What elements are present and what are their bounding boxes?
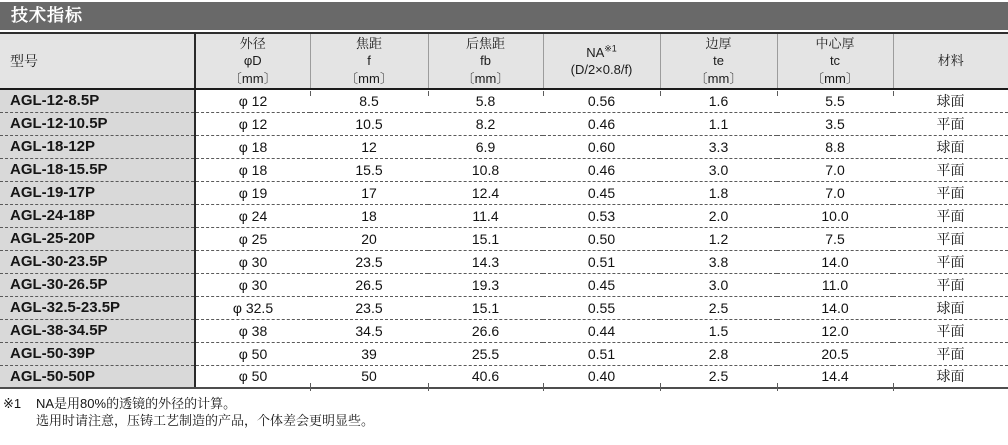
value-cell: 23.5 xyxy=(310,296,428,319)
value-cell: 12.0 xyxy=(777,319,893,342)
table-row xyxy=(0,250,1008,273)
table-row xyxy=(0,227,1008,250)
column-tick xyxy=(660,383,661,391)
value-cell: 15.5 xyxy=(310,158,428,181)
value-cell: φ 32.5 xyxy=(195,296,310,319)
table-row xyxy=(0,135,1008,158)
value-cell: 平面 xyxy=(893,204,1008,227)
value-cell: 34.5 xyxy=(310,319,428,342)
header-line: 外径 xyxy=(196,35,310,52)
model-cell: AGL-30-23.5P xyxy=(0,250,195,273)
value-cell: 25.5 xyxy=(428,342,543,365)
table-row xyxy=(0,365,1008,388)
header-focal-length xyxy=(310,33,428,89)
value-cell: 平面 xyxy=(893,181,1008,204)
footnote-lines xyxy=(36,396,374,430)
value-cell: 平面 xyxy=(893,250,1008,273)
value-cell: 6.9 xyxy=(428,135,543,158)
header-line: 〔mm〕 xyxy=(661,70,777,87)
table-body xyxy=(0,89,1008,388)
value-cell: 0.55 xyxy=(543,296,660,319)
value-cell: 26.5 xyxy=(310,273,428,296)
header-line: φD xyxy=(196,52,310,69)
footnote-line: 选用时请注意，压铸工艺制造的产品，个体差会更明显些。 xyxy=(36,413,374,430)
value-cell: 10.0 xyxy=(777,204,893,227)
value-cell: 23.5 xyxy=(310,250,428,273)
value-cell: 10.8 xyxy=(428,158,543,181)
column-tick xyxy=(428,383,429,391)
header-line: 焦距 xyxy=(311,35,428,52)
value-cell: 0.56 xyxy=(543,89,660,112)
column-tick xyxy=(543,91,544,96)
section-title-bar xyxy=(0,2,1008,30)
table-row xyxy=(0,342,1008,365)
value-cell: 平面 xyxy=(893,342,1008,365)
header-line: 〔mm〕 xyxy=(196,70,310,87)
header-line: 材料 xyxy=(894,52,1008,69)
spec-table-wrap xyxy=(0,32,1008,389)
table-row xyxy=(0,89,1008,112)
value-cell: 0.51 xyxy=(543,342,660,365)
value-cell: 0.44 xyxy=(543,319,660,342)
value-cell: 15.1 xyxy=(428,296,543,319)
value-cell: 14.0 xyxy=(777,250,893,273)
value-cell: 0.45 xyxy=(543,273,660,296)
column-tick xyxy=(777,383,778,391)
header-edge-thickness xyxy=(660,33,777,89)
model-cell: AGL-19-17P xyxy=(0,181,195,204)
header-center-thickness xyxy=(777,33,893,89)
value-cell: 平面 xyxy=(893,273,1008,296)
column-tick xyxy=(310,383,311,391)
value-cell: 0.46 xyxy=(543,158,660,181)
value-cell: 20.5 xyxy=(777,342,893,365)
value-cell: 球面 xyxy=(893,89,1008,112)
value-cell: φ 12 xyxy=(195,89,310,112)
model-cell: AGL-12-10.5P xyxy=(0,112,195,135)
value-cell: 8.2 xyxy=(428,112,543,135)
value-cell: 8.5 xyxy=(310,89,428,112)
value-cell: φ 18 xyxy=(195,135,310,158)
value-cell: 平面 xyxy=(893,112,1008,135)
header-line: f xyxy=(311,52,428,69)
value-cell: 0.40 xyxy=(543,365,660,388)
value-cell: 1.1 xyxy=(660,112,777,135)
value-cell: 平面 xyxy=(893,319,1008,342)
column-tick xyxy=(660,91,661,96)
table-row xyxy=(0,296,1008,319)
value-cell: 39 xyxy=(310,342,428,365)
value-cell: 17 xyxy=(310,181,428,204)
value-cell: 3.3 xyxy=(660,135,777,158)
value-cell: 0.50 xyxy=(543,227,660,250)
header-line: tc xyxy=(778,52,893,69)
model-cell: AGL-18-12P xyxy=(0,135,195,158)
value-cell: φ 12 xyxy=(195,112,310,135)
value-cell: 5.8 xyxy=(428,89,543,112)
value-cell: 平面 xyxy=(893,227,1008,250)
model-cell: AGL-50-50P xyxy=(0,365,195,388)
column-tick xyxy=(777,91,778,96)
model-cell: AGL-18-15.5P xyxy=(0,158,195,181)
table-row xyxy=(0,158,1008,181)
value-cell: 0.51 xyxy=(543,250,660,273)
value-cell: 3.0 xyxy=(660,273,777,296)
column-tick xyxy=(893,91,894,96)
model-cell: AGL-50-39P xyxy=(0,342,195,365)
value-cell: 球面 xyxy=(893,135,1008,158)
footnote-line: NA是用80%的透镜的外径的计算。 xyxy=(36,396,374,413)
value-cell: 1.2 xyxy=(660,227,777,250)
value-cell: 19.3 xyxy=(428,273,543,296)
column-tick xyxy=(893,383,894,391)
header-line: NA$^{※1}$ xyxy=(544,44,660,61)
value-cell: 14.3 xyxy=(428,250,543,273)
value-cell: 0.46 xyxy=(543,112,660,135)
value-cell: 5.5 xyxy=(777,89,893,112)
value-cell: φ 24 xyxy=(195,204,310,227)
table-row xyxy=(0,319,1008,342)
model-cell: AGL-30-26.5P xyxy=(0,273,195,296)
value-cell: 1.5 xyxy=(660,319,777,342)
model-cell: AGL-24-18P xyxy=(0,204,195,227)
value-cell: 14.0 xyxy=(777,296,893,319)
header-line: 〔mm〕 xyxy=(311,70,428,87)
footnote xyxy=(0,396,1008,430)
value-cell: 11.0 xyxy=(777,273,893,296)
value-cell: 2.5 xyxy=(660,365,777,388)
column-tick xyxy=(310,91,311,96)
value-cell: φ 30 xyxy=(195,250,310,273)
table-row xyxy=(0,112,1008,135)
model-cell: AGL-25-20P xyxy=(0,227,195,250)
value-cell: 3.0 xyxy=(660,158,777,181)
header-row xyxy=(0,33,1008,89)
value-cell: 0.53 xyxy=(543,204,660,227)
value-cell: 7.0 xyxy=(777,181,893,204)
model-cell: AGL-12-8.5P xyxy=(0,89,195,112)
header-na xyxy=(543,33,660,89)
header-line: (D/2×0.8/f) xyxy=(544,61,660,78)
value-cell: 0.45 xyxy=(543,181,660,204)
value-cell: φ 50 xyxy=(195,342,310,365)
value-cell: φ 18 xyxy=(195,158,310,181)
value-cell: 球面 xyxy=(893,296,1008,319)
value-cell: 3.5 xyxy=(777,112,893,135)
table-row xyxy=(0,273,1008,296)
value-cell: 8.8 xyxy=(777,135,893,158)
header-line: te xyxy=(661,52,777,69)
footnote-marker: ※1 xyxy=(0,396,36,430)
value-cell: 12 xyxy=(310,135,428,158)
header-line: 〔mm〕 xyxy=(778,70,893,87)
column-tick xyxy=(428,91,429,96)
value-cell: 平面 xyxy=(893,158,1008,181)
header-line: 〔mm〕 xyxy=(429,70,543,87)
header-line: 后焦距 xyxy=(429,35,543,52)
value-cell: 14.4 xyxy=(777,365,893,388)
column-tick xyxy=(543,383,544,391)
value-cell: 26.6 xyxy=(428,319,543,342)
value-cell: φ 25 xyxy=(195,227,310,250)
value-cell: 球面 xyxy=(893,365,1008,388)
value-cell: 12.4 xyxy=(428,181,543,204)
value-cell: 11.4 xyxy=(428,204,543,227)
value-cell: 40.6 xyxy=(428,365,543,388)
value-cell: φ 50 xyxy=(195,365,310,388)
header-line: 边厚 xyxy=(661,35,777,52)
value-cell: 15.1 xyxy=(428,227,543,250)
value-cell: 1.6 xyxy=(660,89,777,112)
value-cell: 7.5 xyxy=(777,227,893,250)
table-row xyxy=(0,181,1008,204)
model-cell: AGL-32.5-23.5P xyxy=(0,296,195,319)
value-cell: 2.0 xyxy=(660,204,777,227)
value-cell: 18 xyxy=(310,204,428,227)
header-model: 型号 xyxy=(0,33,195,89)
value-cell: 10.5 xyxy=(310,112,428,135)
table-row xyxy=(0,204,1008,227)
value-cell: 20 xyxy=(310,227,428,250)
value-cell: 50 xyxy=(310,365,428,388)
value-cell: 2.8 xyxy=(660,342,777,365)
page-title: 技术指标 xyxy=(11,6,83,25)
header-outer-diameter xyxy=(195,33,310,89)
header-back-focal-length xyxy=(428,33,543,89)
value-cell: 2.5 xyxy=(660,296,777,319)
na-footnote-ref: ※1 xyxy=(604,44,617,54)
value-cell: 0.60 xyxy=(543,135,660,158)
value-cell: φ 30 xyxy=(195,273,310,296)
value-cell: φ 19 xyxy=(195,181,310,204)
header-line: 中心厚 xyxy=(778,35,893,52)
value-cell: 3.8 xyxy=(660,250,777,273)
value-cell: 7.0 xyxy=(777,158,893,181)
spec-table xyxy=(0,32,1008,389)
model-cell: AGL-38-34.5P xyxy=(0,319,195,342)
value-cell: φ 38 xyxy=(195,319,310,342)
header-line: fb xyxy=(429,52,543,69)
header-material xyxy=(893,33,1008,89)
value-cell: 1.8 xyxy=(660,181,777,204)
